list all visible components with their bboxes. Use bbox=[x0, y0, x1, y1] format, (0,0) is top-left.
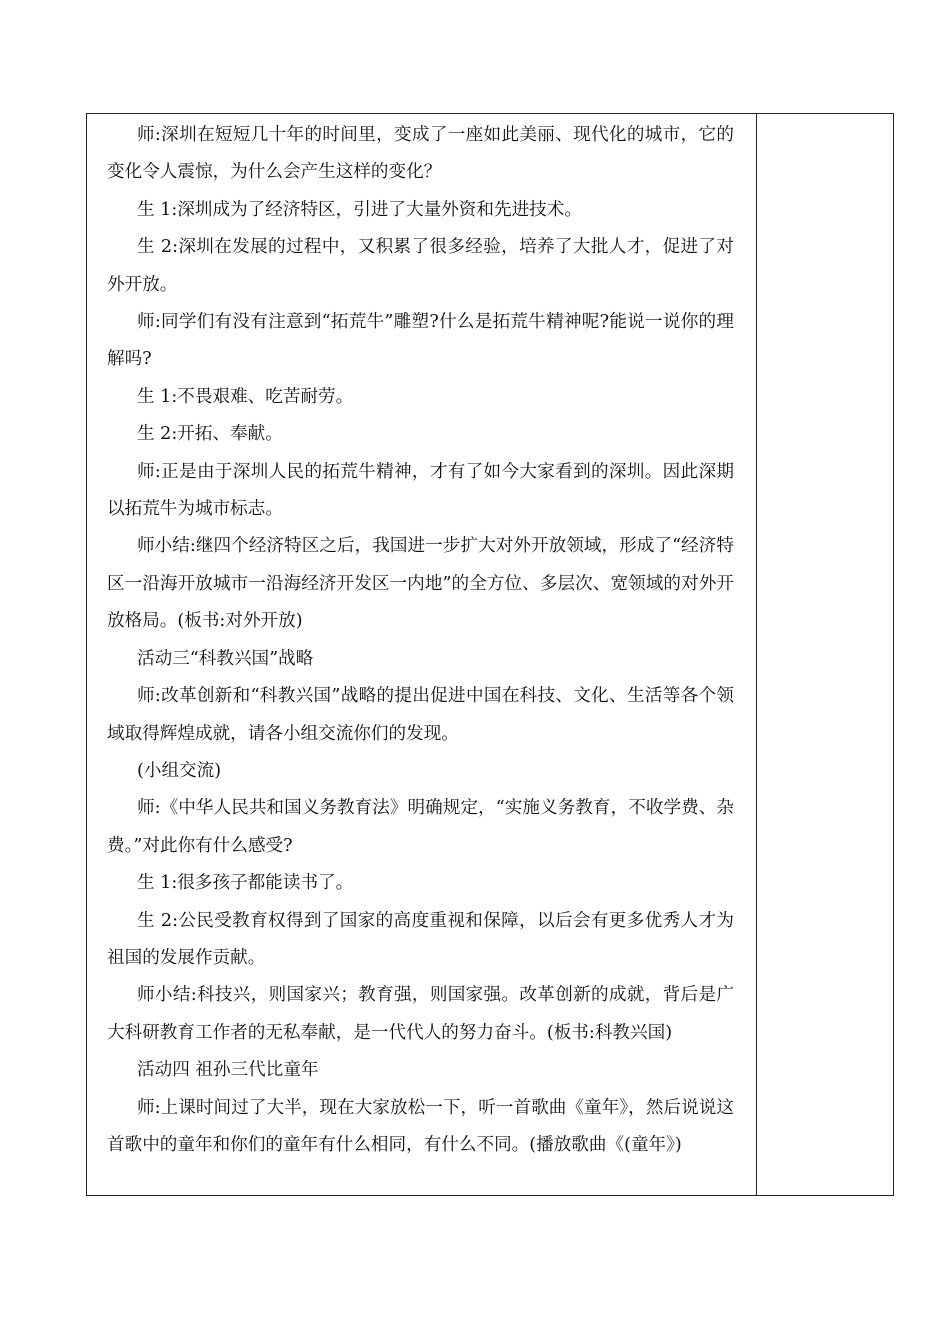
paragraph: 师:上课时间过了大半，现在大家放松一下，听一首歌曲《童年》，然后说说这首歌中的童年和你们的童年有什么相同，有什么不同。(播放歌曲《(童年》) bbox=[107, 1097, 734, 1155]
side-note-cell bbox=[757, 114, 894, 1196]
paragraph: 生 2:公民受教育权得到了国家的高度重视和保障，以后会有更多优秀人才为祖国的发展作贡献。 bbox=[107, 910, 734, 968]
lesson-content bbox=[87, 114, 756, 1164]
paragraph: 生 2:开拓、奉献。 bbox=[137, 424, 283, 445]
paragraph: 生 1:深圳成为了经济特区，引进了大量外资和先进技术。 bbox=[137, 199, 582, 220]
paragraph: 师:正是由于深圳人民的拓荒牛精神，才有了如今大家看到的深圳。因此深期以拓荒牛为城市标志。 bbox=[107, 461, 734, 520]
paragraph: 师小结:科技兴，则国家兴；教育强，则国家强。改革创新的成就，背后是广大科研教育工作者的无私奉献，是一代代人的努力奋斗。(板书:科教兴国) bbox=[107, 985, 734, 1043]
lesson-content-cell bbox=[87, 114, 757, 1196]
paragraph: (小组交流) bbox=[137, 760, 222, 781]
paragraph: 师:《中华人民共和国义务教育法》明确规定，“实施义务教育，不收学费、杂费。”对此你有什么感受? bbox=[107, 798, 734, 856]
paragraph: 生 1:很多孩子都能读书了。 bbox=[137, 873, 354, 894]
paragraph: 师:同学们有没有注意到“拓荒牛”雕塑?什么是拓荒牛精神呢?能说一说你的理解吗? bbox=[107, 312, 734, 370]
paragraph: 师:深圳在短短几十年的时间里，变成了一座如此美丽、现代化的城市，它的变化令人震惊，为什么会产生这样的变化？ bbox=[107, 125, 734, 183]
lesson-table bbox=[86, 113, 894, 1196]
paragraph: 师:改革创新和“科教兴国”战略的提出促进中国在科技、文化、生活等各个领域取得辉煌成就，请各小组交流你们的发现。 bbox=[107, 686, 734, 744]
paragraph: 生 2:深圳在发展的过程中，又积累了很多经验，培养了大批人才，促进了对外开放。 bbox=[107, 237, 734, 295]
paragraph: 生 1:不畏艰难、吃苦耐劳。 bbox=[137, 386, 354, 407]
paragraph: 师小结:继四个经济特区之后，我国进一步扩大对外开放领域，形成了“经济特区一沿海开放城市一沿海经济开发区一内地”的全方位、多层次、宽领域的对外开放格局。(板书:对外开放) bbox=[107, 536, 734, 632]
activity-heading: 活动三“科教兴国”战略 bbox=[137, 648, 314, 669]
activity-heading: 活动四 祖孙三代比童年 bbox=[137, 1060, 319, 1081]
lesson-table-row bbox=[87, 114, 894, 1196]
